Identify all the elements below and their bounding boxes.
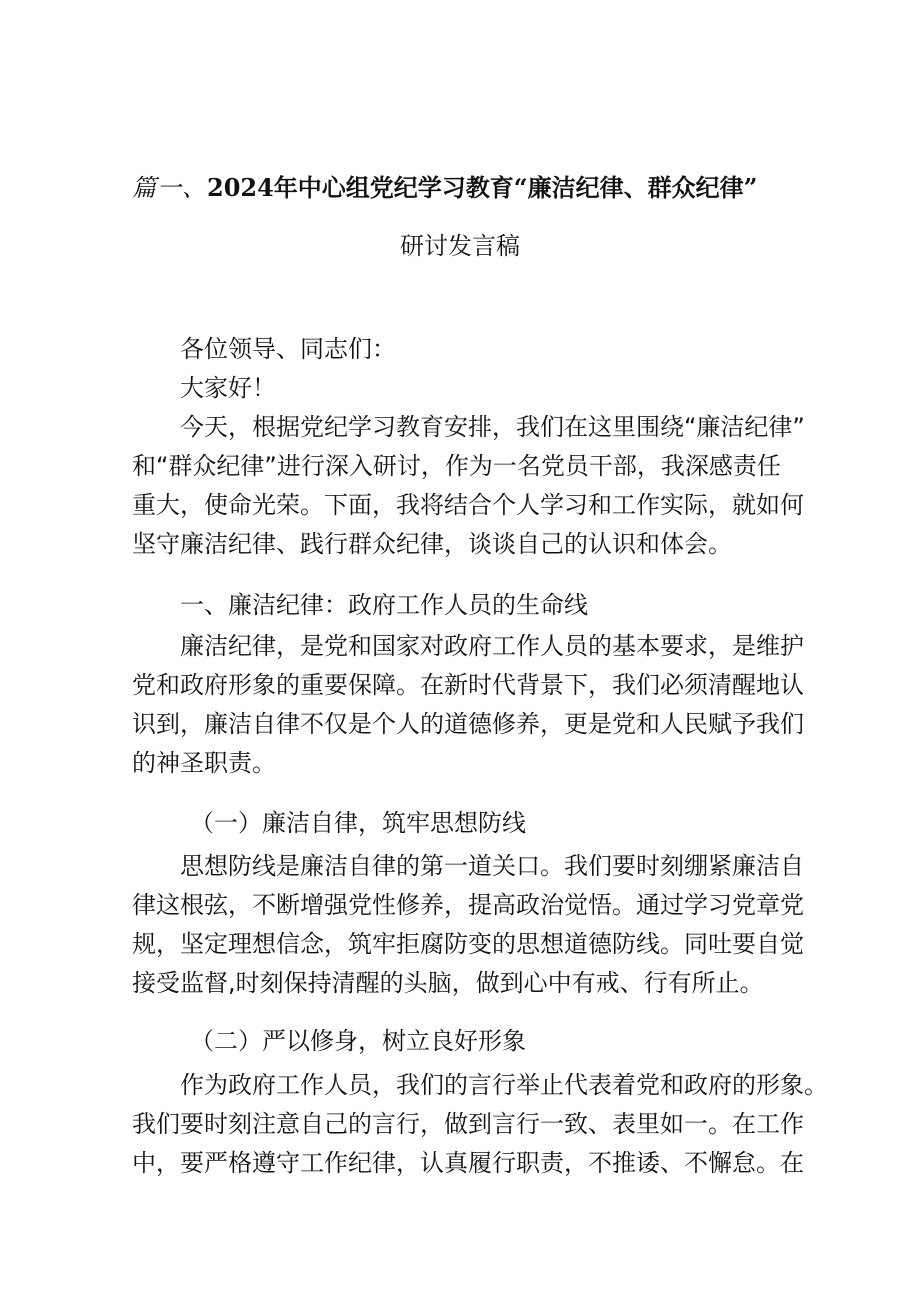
section-line: 党和政府形象的重要保障。在新时代背景下，我们必须清醒地认 [132,671,804,699]
subsection-line: 规，坚定理想信念，筑牢拒腐防变的思想道德防线。同吐要自觉 [132,930,804,958]
section-line: 的神圣职责。 [132,749,276,777]
subsection-line: 中，要严格遵守工作纪律，认真履行职责，不推诿、不懈怠。在 [132,1149,804,1177]
intro-line: 和“群众纪律”进行深入研讨，作为一名党员干部，我深感责任 [132,452,781,480]
section-heading: 一、廉洁纪律：政府工作人员的生命线 [180,591,588,619]
intro-paragraph [132,408,805,564]
subsection-line: 律这根弦，不断增强党性修养，提高政治觉悟。通过学习党章党 [132,891,804,919]
title-prefix: 篇一、 [132,174,207,202]
subsection-line: 思想防线是廉洁自律的第一道关口。我们要时刻绷紧廉洁自 [180,852,804,880]
intro-line: 今天，根据党纪学习教育安排，我们在这里围绕“廉洁纪律” [180,413,805,441]
section-paragraph [132,627,804,783]
section-line: 廉洁纪律，是党和国家对政府工作人员的基本要求，是维护 [180,632,804,660]
subsection-line: 我们要时刻注意自己的言行，做到言行一致、表里如一。在工作 [132,1110,804,1138]
subsection-paragraph [132,1066,828,1183]
section-line: 识到，廉洁自律不仅是个人的道德修养，更是党和人民赋予我们 [132,710,804,738]
salutation: 各位领导、同志们： [180,335,396,363]
subsection-paragraph [132,847,804,1003]
intro-line: 重大，使命光荣。下面，我将结合个人学习和工作实际，就如何 [132,491,804,519]
subsection-heading: （二）严以修身，树立良好形象 [190,1027,526,1055]
subsection-line: 接受监督,时刻保持清醒的头脑，做到心中有戒、行有所止。 [132,969,764,997]
subsection-line: 作为政府工作人员，我们的言行举止代表着党和政府的形象。 [180,1071,828,1099]
document-subtitle: 研讨发言稿 [400,232,520,260]
document-title [132,168,792,208]
greeting: 大家好！ [180,374,276,402]
intro-line: 坚守廉洁纪律、践行群众纪律，谈谈自己的认识和体会。 [132,530,732,558]
subsection-heading: （一）廉洁自律，筑牢思想防线 [190,809,526,837]
title-main: 2024年中心组党纪学习教育“廉洁纪律、群众纪律” [207,173,758,202]
